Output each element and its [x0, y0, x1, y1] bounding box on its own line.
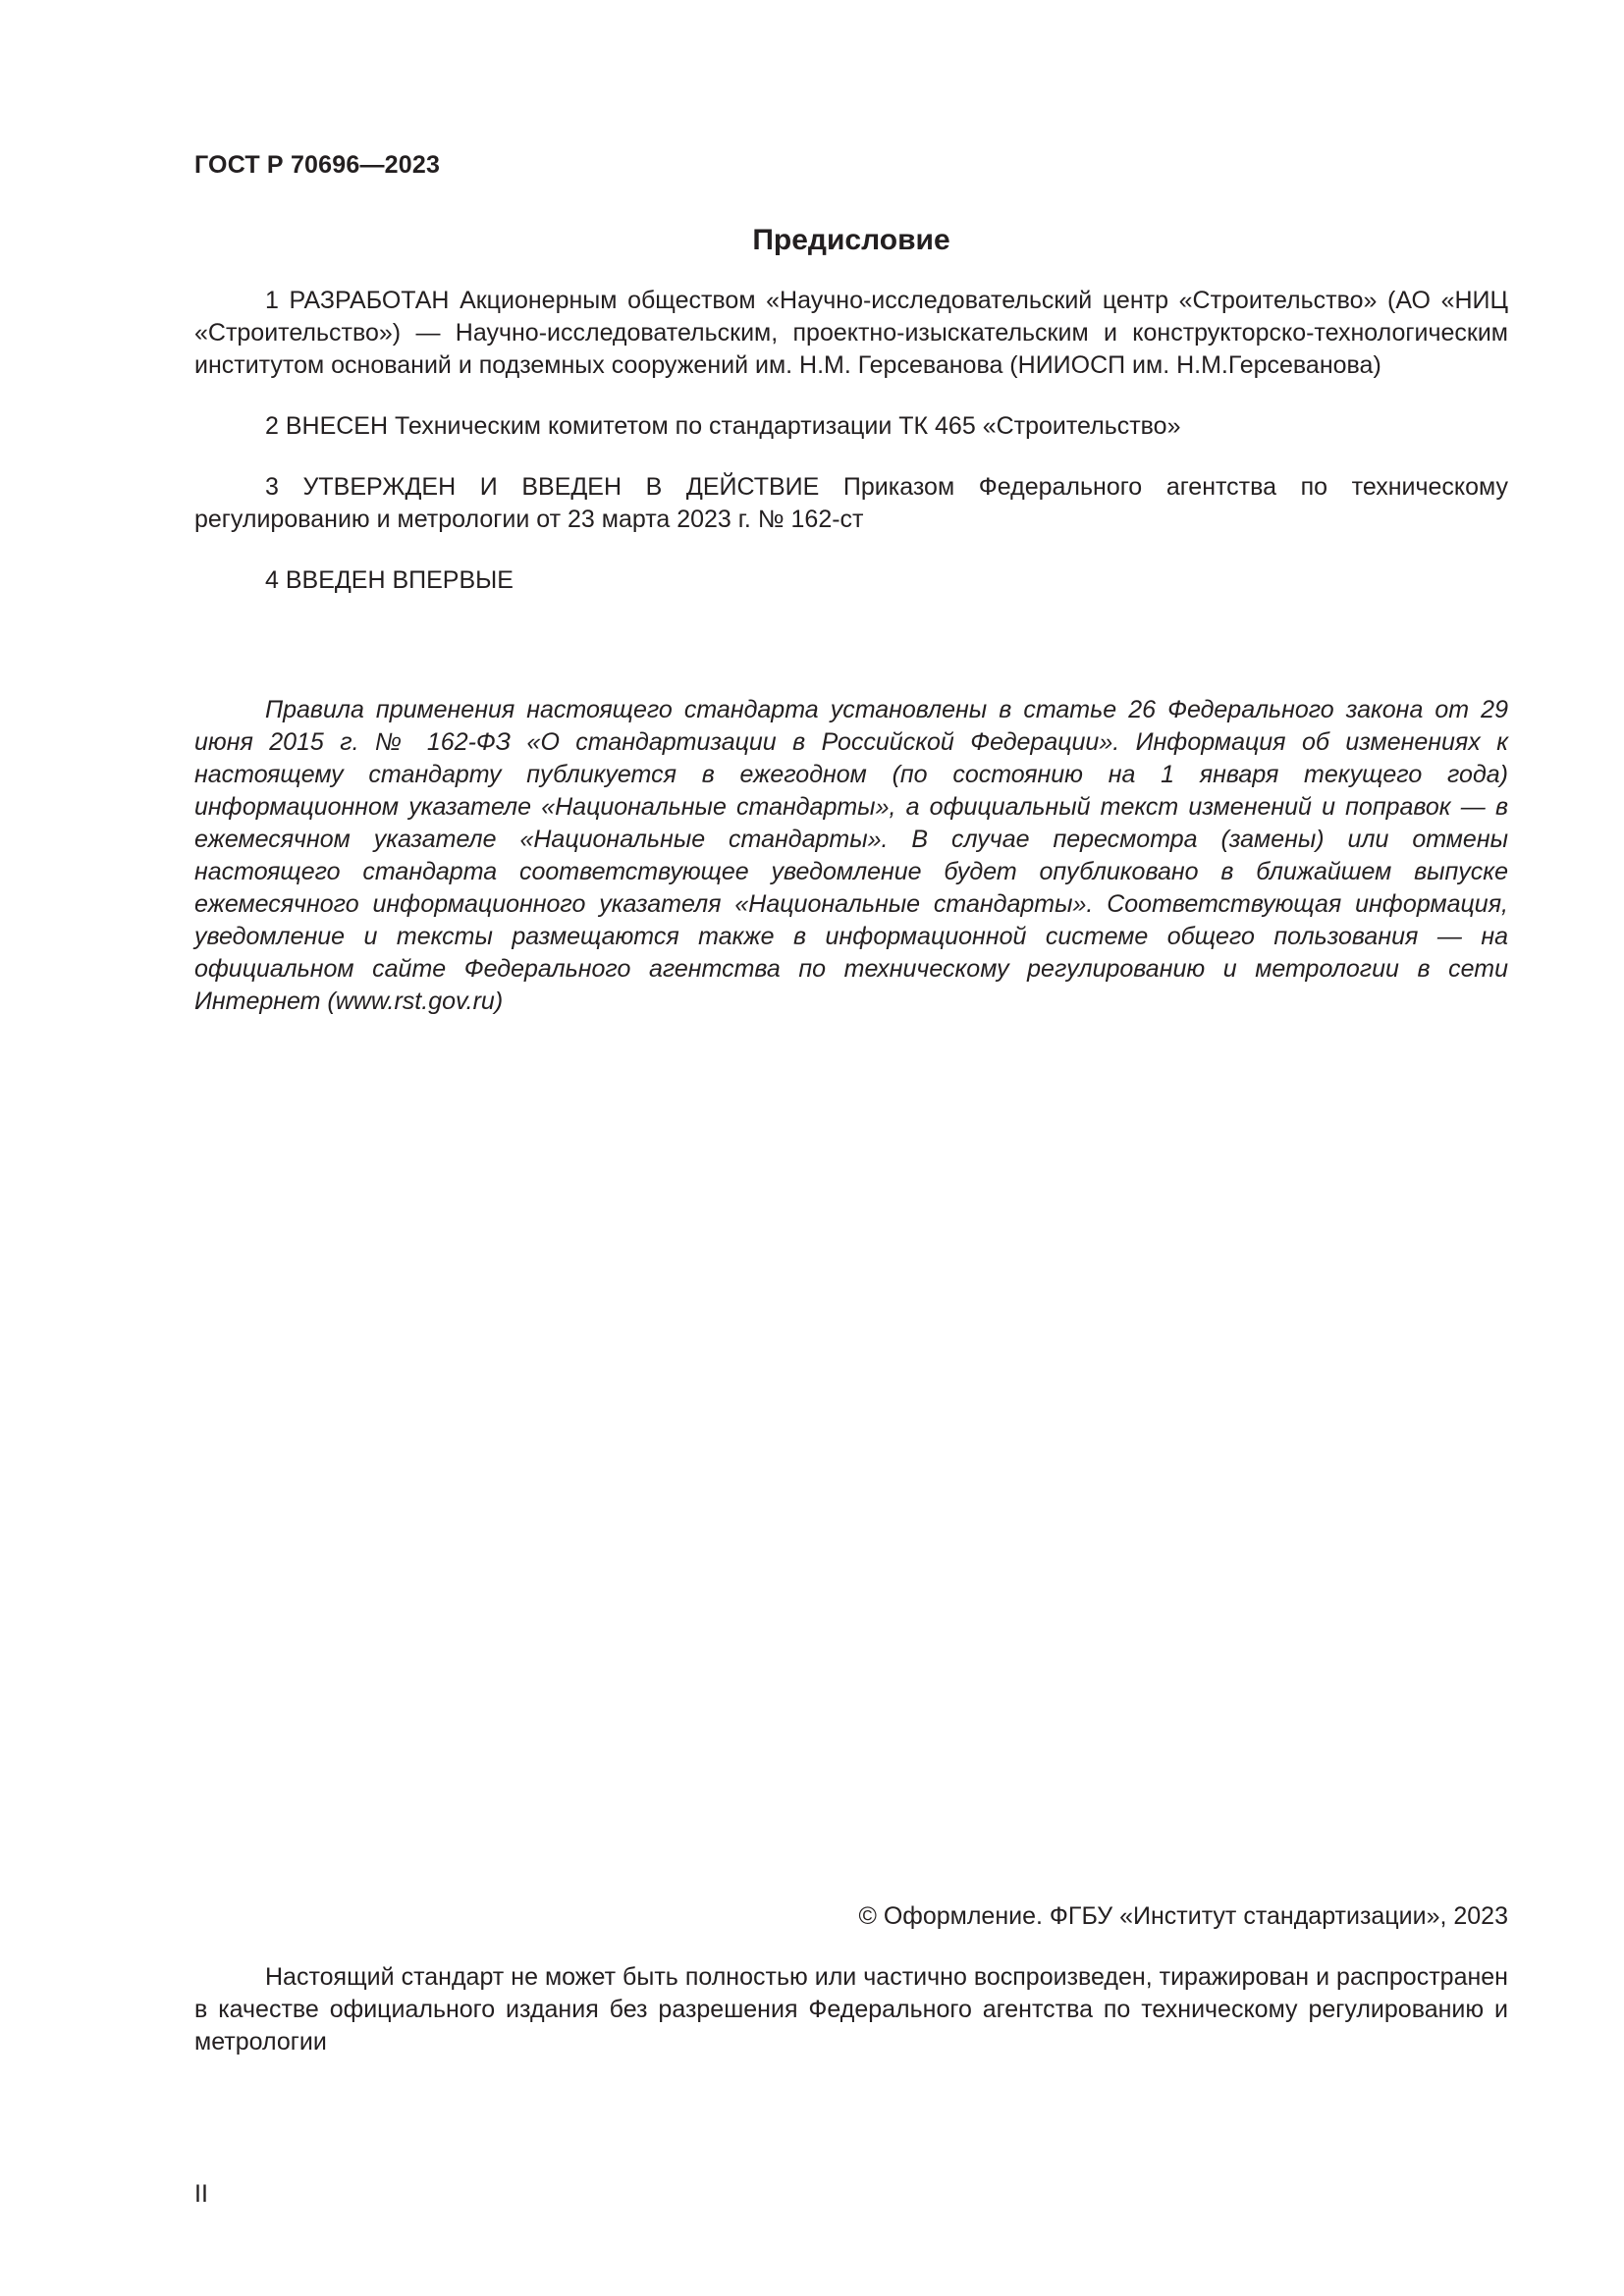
spacer — [194, 625, 1508, 694]
page-number: II — [194, 2180, 208, 2208]
preface-item-developed: 1 РАЗРАБОТАН Акционерным обществом «Научно-исследовательский центр «Строительство» (АО «НИЦ «Строительство») — Научно-исследовательским, проектно-изыскательским и конструкторско-технологическим институтом оснований и подземных сооружений им. Н.М. Герсеванова (НИИОСП им. Н.М.Герсеванова) — [194, 287, 1508, 379]
preface-content — [194, 285, 1508, 1046]
preface-item-submitted: 2 ВНЕСЕН Техническим комитетом по стандартизации ТК 465 «Строительство» — [265, 412, 1181, 440]
preface-title: Предисловие — [752, 224, 950, 256]
copyright-line: © Оформление. ФГБУ «Институт стандартизации», 2023 — [858, 1902, 1508, 1930]
footer-block — [194, 1900, 1508, 2087]
document-code: ГОСТ Р 70696—2023 — [194, 151, 441, 179]
preface-item-approved: 3 УТВЕРЖДЕН И ВВЕДЕН В ДЕЙСТВИЕ Приказом Федерального агентства по техническому регулированию и метрологии от 23 марта 2023 г. № 162-ст — [194, 473, 1508, 533]
preface-item-introduced: 4 ВВЕДЕН ВПЕРВЫЕ — [265, 566, 514, 594]
application-rules-notice: Правила применения настоящего стандарта установлены в статье 26 Федерального закона от 29 июня 2015 г. № 162-ФЗ «О стандартизации в Российской Федерации». Информация об изменениях к настоящему стандарту публикуется в ежегодном (по состоянию на 1 января текущего года) информационном указателе «Национальные стандарты», а официальный текст изменений и поправок — в ежемесячном указателе «Национальные стандарты». В случае пересмотра (замены) или отмены настоящего стандарта соответствующее уведомление будет опубликовано в ближайшем выпуске ежемесячного информационного указателя «Национальные стандарты». Соответствующая информация, уведомление и тексты размещаются также в информационной системе общего пользования — на официальном сайте Федерального агентства по техническому регулированию и метрологии в сети Интернет (www.rst.gov.ru) — [194, 696, 1508, 1015]
reproduction-notice: Настоящий стандарт не может быть полностью или частично воспроизведен, тиражирован и распространен в качестве официального издания без разрешения Федерального агентства по техническому регулированию и метрологии — [194, 1963, 1508, 2056]
